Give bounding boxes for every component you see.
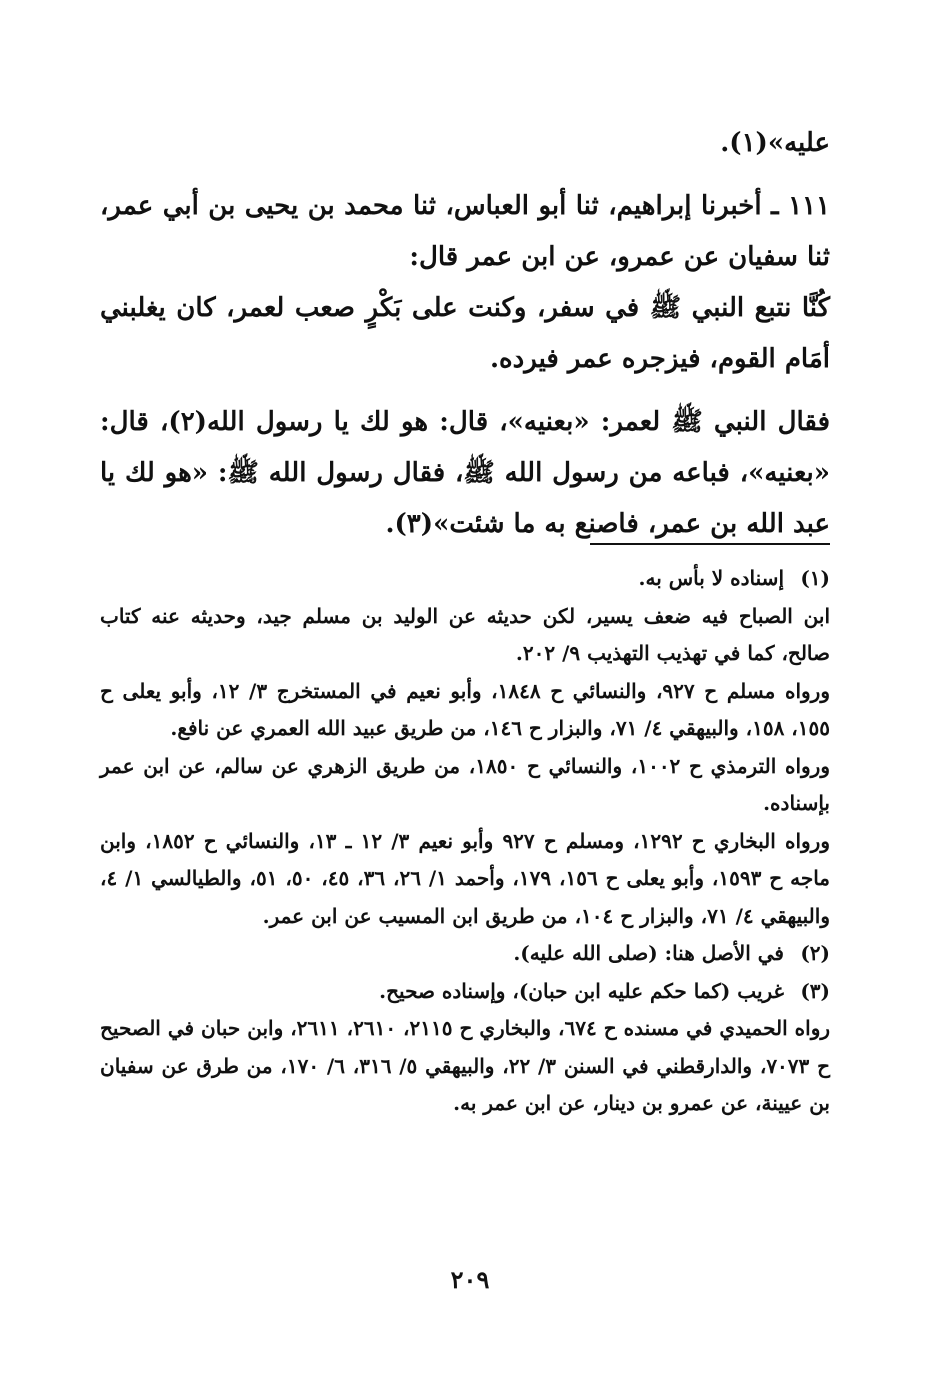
footnote-text: ورواه مسلم ح ٩٢٧، والنسائي ح ١٨٤٨، وأبو نعيم في المستخرج ٣/ ١٢، وأبو يعلى ح ١٥٥، ١٥٨، والبيهقي ٤/ ٧١، والبزار ح ١٤٦، من طريق عبيد الله العمري عن نافع. bbox=[100, 678, 830, 740]
hadith-matn-2: فقال النبي ﷺ لعمر: «بعنيه»، قال: هو لك يا رسول الله(٢)، قال: «بعنيه»، فباعه من رسول الله ﷺ، فقال رسول الله ﷺ: «هو لك يا عبد الله بن عمر، فاصنع به ما شئت»(٣). bbox=[100, 407, 830, 539]
footnote-text: غريب (كما حكم عليه ابن حبان)، وإسناده صحيح. bbox=[379, 978, 784, 1003]
footnote-text: رواه الحميدي في مسنده ح ٦٧٤، والبخاري ح ٢١١٥، ٢٦١٠، ٢٦١١، وابن حبان في الصحيح ح ٧٠٧٣، والدارقطني في السنن ٣/ ٢٢، والبيهقي ٥/ ٣١٦، ٦/ ١٧٠، من طرق عن سفيان بن عيينة، عن عمرو بن دينار، عن ابن عمر به. bbox=[100, 1016, 831, 1115]
footnote-3 bbox=[100, 973, 830, 1011]
main-text bbox=[100, 118, 830, 550]
footnote-number: (٣) bbox=[800, 978, 830, 1003]
page-number: ٢٠٩ bbox=[450, 1265, 490, 1294]
hadith-matn-1: كُنَّا نتبع النبي ﷺ في سفر، وكنت على بَكْرٍ صعب لعمر، كان يغلبني أمَام القوم، فيزجره عمر فيرده. bbox=[100, 293, 830, 374]
hadith-isnad: ١١١ ـ أخبرنا إبراهيم، ثنا أبو العباس، ثنا محمد بن يحيى بن أبي عمر، ثنا سفيان عن عمرو، عن ابن عمر قال: bbox=[100, 191, 830, 272]
footnote-1 bbox=[100, 560, 830, 598]
continuation-line: عليه»(١). bbox=[720, 128, 830, 158]
footnote-number: (١) bbox=[800, 566, 830, 590]
footnote-2 bbox=[100, 935, 830, 973]
footnote-separator bbox=[590, 543, 830, 545]
footnote-text: ورواه الترمذي ح ١٠٠٢، والنسائي ح ١٨٥٠، من طريق الزهري عن سالم، عن ابن عمر بإسناده. bbox=[100, 753, 830, 815]
footnote-number: (٢) bbox=[800, 941, 830, 965]
footnote-text: ابن الصباح فيه ضعف يسير، لكن حديثه عن الوليد بن مسلم جيد، وحديثه عنه كتاب صالح، كما في تهذيب التهذيب ٩/ ٢٠٢. bbox=[100, 603, 830, 665]
footnote-text: في الأصل هنا: (صلى الله عليه). bbox=[513, 941, 784, 965]
footnote-text: ورواه البخاري ح ١٢٩٢، ومسلم ح ٩٢٧ وأبو نعيم ٣/ ١٢ ـ ١٣، والنسائي ح ١٨٥٢، وابن ماجه ح ١٥٩٣، وأبو يعلى ح ١٥٦، ١٧٩، وأحمد ١/ ٢٦، ٣٦، ٤٥، ٥٠، ٥١، والطيالسي ١/ ٤، والبيهقي ٤/ ٧١، والبزار ح ١٠٤، من طريق ابن المسيب عن ابن عمر. bbox=[100, 828, 831, 928]
footnote-text: إسناده لا بأس به. bbox=[638, 566, 784, 590]
footnotes bbox=[100, 560, 830, 1123]
